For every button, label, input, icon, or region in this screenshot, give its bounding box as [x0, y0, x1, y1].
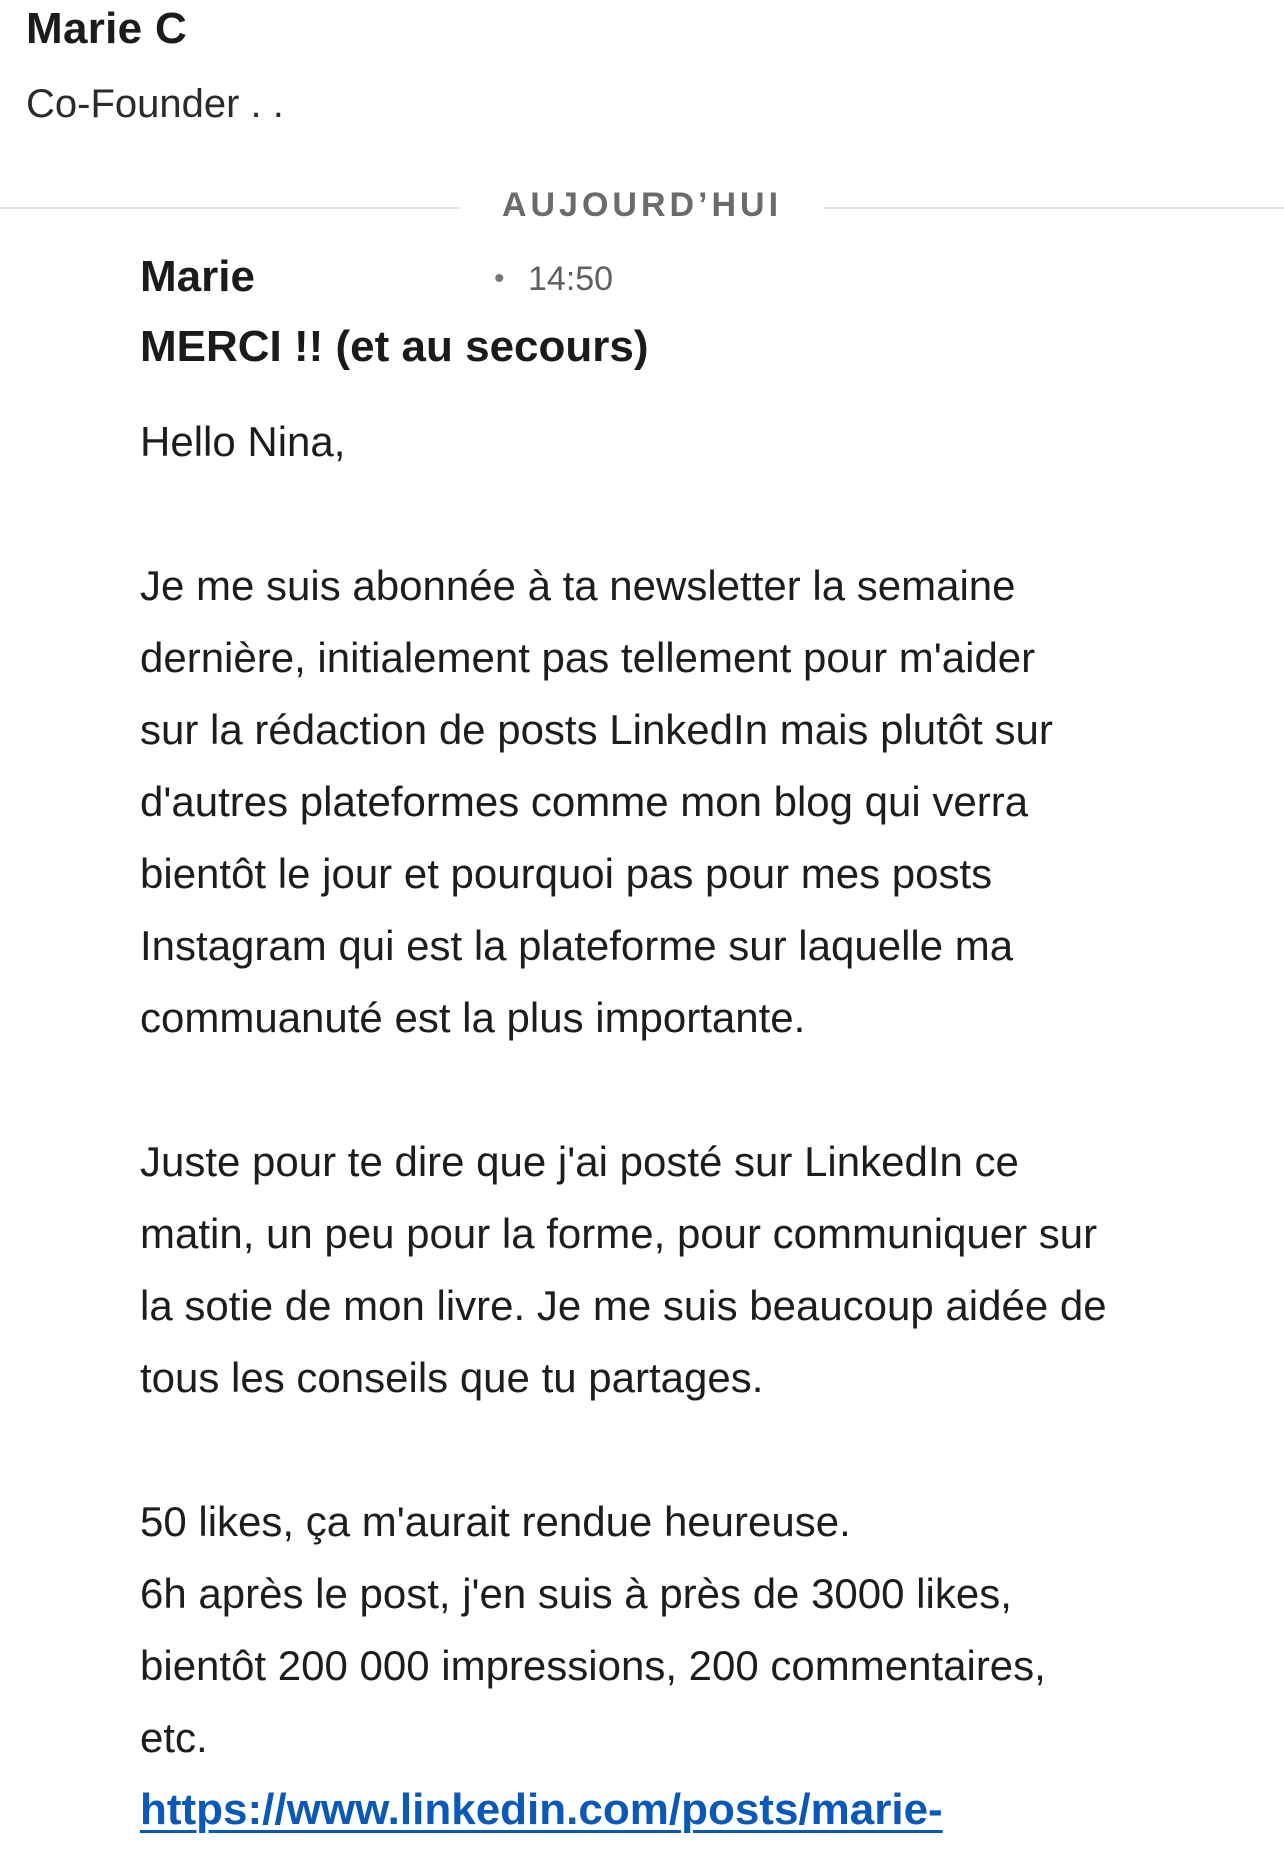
- body-line: la sotie de mon livre. Je me suis beaucoup aidée de: [140, 1282, 1107, 1329]
- day-divider-label: AUJOURD’HUI: [501, 186, 783, 224]
- meta-separator: •: [494, 262, 505, 295]
- body-line: bientôt 200 000 impressions, 200 commentaires,: [140, 1642, 1046, 1689]
- body-line: bientôt le jour et pourquoi pas pour mes posts: [140, 850, 993, 897]
- body-line: 50 likes, ça m'aurait rendue heureuse.: [140, 1498, 851, 1545]
- body-line: Instagram qui est la plateforme sur laquelle ma: [140, 922, 1014, 969]
- message-subject: MERCI !! (et au secours): [140, 322, 649, 371]
- linkedin-post-link[interactable]: https://www.linkedin.com/posts/marie-: [140, 1785, 943, 1834]
- body-line: Juste pour te dire que j'ai posté sur LinkedIn ce: [140, 1138, 1019, 1185]
- message-item: [140, 252, 1260, 1846]
- message-sender[interactable]: Marie: [140, 252, 255, 301]
- paragraph-results: [140, 1486, 1260, 1846]
- message-meta: [140, 252, 1260, 312]
- greeting-line: Hello Nina,: [140, 418, 346, 465]
- body-line: Je me suis abonnée à ta newsletter la semaine: [140, 562, 1016, 609]
- conversation-header: [0, 0, 1284, 200]
- message-time: 14:50: [528, 260, 614, 298]
- contact-name[interactable]: Marie C: [26, 4, 188, 53]
- body-line: matin, un peu pour la forme, pour communiquer sur: [140, 1210, 1098, 1257]
- greeting-paragraph: [140, 406, 1260, 478]
- body-line: d'autres plateformes comme mon blog qui verra: [140, 778, 1029, 825]
- body-line: dernière, initialement pas tellement pour m'aider: [140, 634, 1036, 681]
- message-body: [140, 406, 1260, 1846]
- body-line: sur la rédaction de posts LinkedIn mais plutôt sur: [140, 706, 1053, 753]
- paragraph-newsletter: [140, 550, 1260, 1054]
- divider-line-right: [824, 207, 1284, 209]
- body-line: tous les conseils que tu partages.: [140, 1354, 764, 1401]
- body-line: commuanuté est la plus importante.: [140, 994, 806, 1041]
- body-line: etc.: [140, 1714, 208, 1761]
- day-divider: [0, 183, 1284, 227]
- paragraph-linkedin-post: [140, 1126, 1260, 1414]
- divider-line-left: [0, 207, 460, 209]
- contact-headline: Co-Founder . .: [26, 82, 284, 126]
- body-line: 6h après le post, j'en suis à près de 3000 likes,: [140, 1570, 1012, 1617]
